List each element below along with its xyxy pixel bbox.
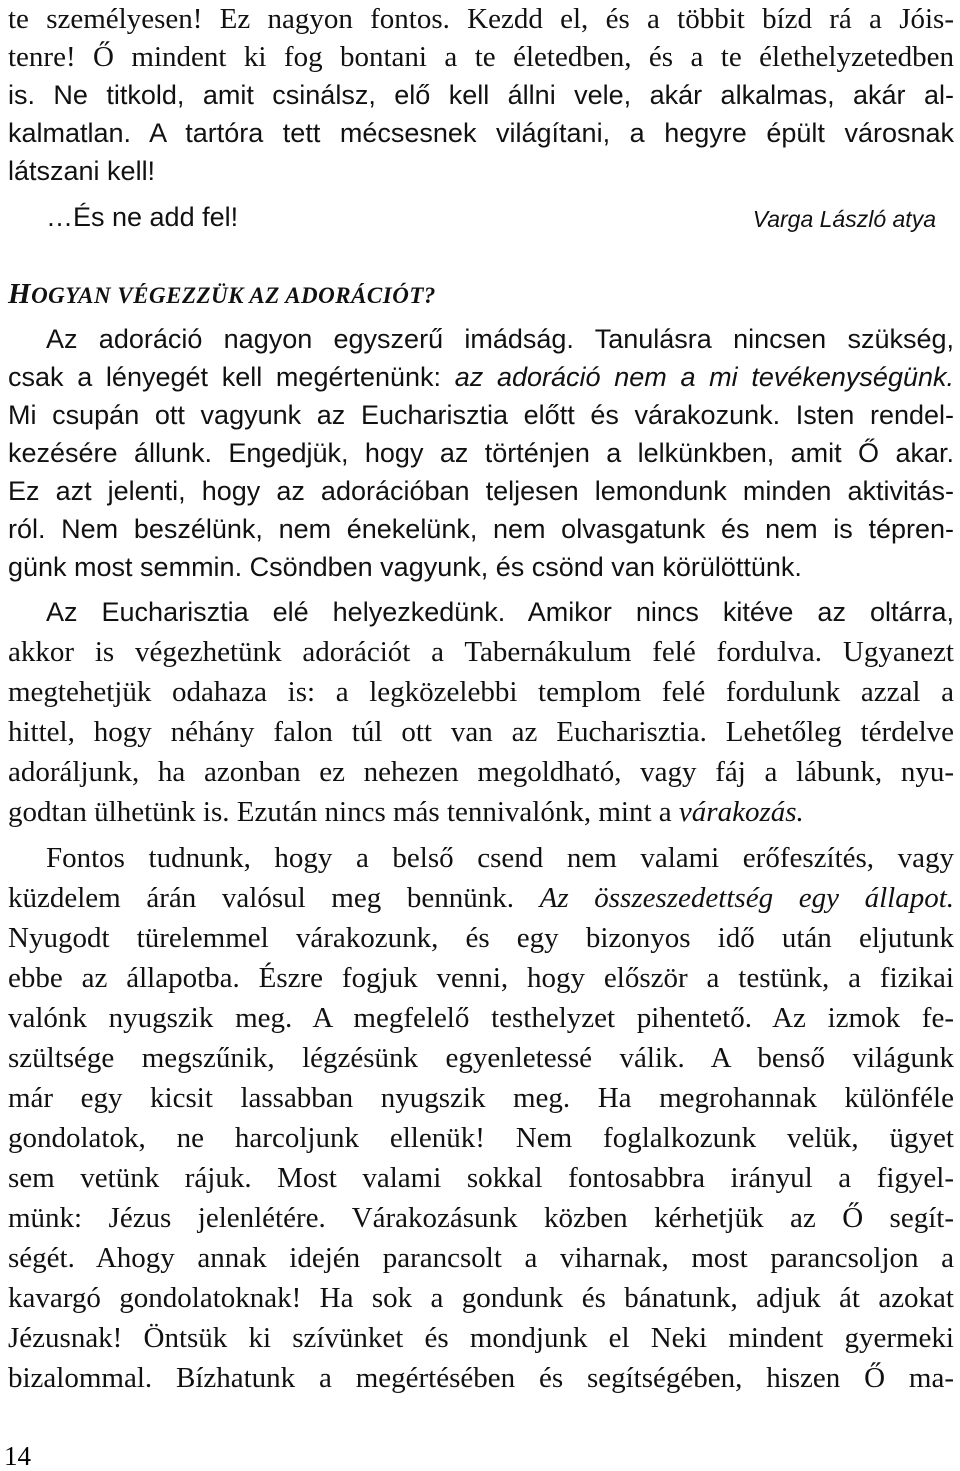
text-line: sem vetünk rájuk. Most valami sokkal fontosabbra irányul a figyel- [8,1162,954,1194]
text-line: már egy kicsit lassabban nyugszik meg. Ha megrohannak különféle [8,1082,954,1114]
text-line: valónk nyugszik meg. A megfelelő testhelyzet pihentető. Az izmok fe- [8,1002,954,1034]
emphasis-text: Az összeszedettség egy állapot. [539,882,955,914]
text-line: tenre! Ő mindent ki fog bontani a te életedben, és a te élethelyzetedben [8,41,954,73]
text-line: günk most semmin. Csöndben vagyunk, és csönd van körülöttünk. [8,552,802,582]
text-line: Az adoráció nagyon egyszerű imádság. Tanulásra nincsen szükség, [46,324,954,354]
text-line: akkor is végezhetünk adorációt a Tabernákulum felé fordulva. Ugyanezt [8,636,954,668]
text-line: Jézusnak! Öntsük ki szívünket és mondjunk el Neki mindent gyermeki [8,1322,954,1354]
text-line: Ez azt jelenti, hogy az adorációban teljesen lemondunk minden aktivitás- [8,476,954,506]
text-line: kezésére állunk. Engedjük, hogy az történjen a lelkünkben, amit Ő akar. [8,438,954,468]
text-span: csak a lényegét kell megértenünk: [8,362,455,392]
text-line: ebbe az állapotba. Észre fogjuk venni, hogy először a testünk, a fizikai [8,962,954,994]
text-line: ségét. Ahogy annak idején parancsolt a viharnak, most parancsoljon a [8,1242,954,1274]
text-line: szültsége megszűnik, légzésünk egyenletessé válik. A benső világunk [8,1042,954,1074]
emphasis-text: az adoráció nem a mi tevékenységünk. [454,362,954,392]
text-line: látszani kell! [8,156,156,186]
text-span: küzdelem árán valósul meg bennünk. [8,882,540,914]
text-line: münk: Jézus jelenlétére. Várakozásunk közben kérhetjük az Ő segít- [8,1202,954,1234]
page-number: 14 [4,1441,31,1471]
text-line: adoráljunk, ha azonban ez nehezen megoldható, vagy fáj a lábunk, nyu- [8,756,954,788]
text-span: godtan ülhetünk is. Ezután nincs más tennivalónk, mint a [8,796,679,828]
text-line [8,879,954,917]
text-line: megtehetjük odahaza is: a legközelebbi templom felé fordulunk azzal a [8,676,954,708]
heading-text: OGYAN VÉGEZZÜK AZ ADORÁCIÓT? [31,283,436,308]
text-line: hittel, hogy néhány falon túl ott van az Eucharisztia. Lehetőleg térdelve [8,716,954,748]
text-line [8,358,954,396]
section-heading [8,278,436,312]
text-line: te személyesen! Ez nagyon fontos. Kezdd el, és a többit bízd rá a Jóis- [8,3,954,35]
text-line: ról. Nem beszélünk, nem énekelünk, nem olvasgatunk és nem is tépren- [8,514,954,544]
text-line: …És ne add fel! [46,202,239,232]
text-line: Fontos tudnunk, hogy a belső csend nem valami erőfeszítés, vagy [46,842,954,874]
text-line: Mi csupán ott vagyunk az Eucharisztia előtt és várakozunk. Isten rendel- [8,400,954,430]
text-line: gondolatok, ne harcoljunk ellenük! Nem foglalkozunk velük, ügyet [8,1122,954,1154]
emphasis-text: várakozás. [678,796,804,828]
signature: Varga László atya [752,206,936,232]
text-line: Az Eucharisztia elé helyezkedünk. Amikor nincs kitéve az oltárra, [46,597,954,627]
text-line: kalmatlan. A tartóra tett mécsesnek világítani, a hegyre épült városnak [8,118,954,148]
heading-initial: H [8,278,32,310]
text-line: kavargó gondolatoknak! Ha sok a gondunk és bánatunk, adjuk át azokat [8,1282,954,1314]
text-line: is. Ne titkold, amit csinálsz, elő kell állni vele, akár alkalmas, akár al- [8,80,954,110]
text-line: Nyugodt türelemmel várakozunk, és egy bizonyos idő után eljutunk [8,922,954,954]
text-line: bizalommal. Bízhatunk a megértésében és segítségében, hiszen Ő ma- [8,1362,954,1394]
text-line [8,793,954,831]
